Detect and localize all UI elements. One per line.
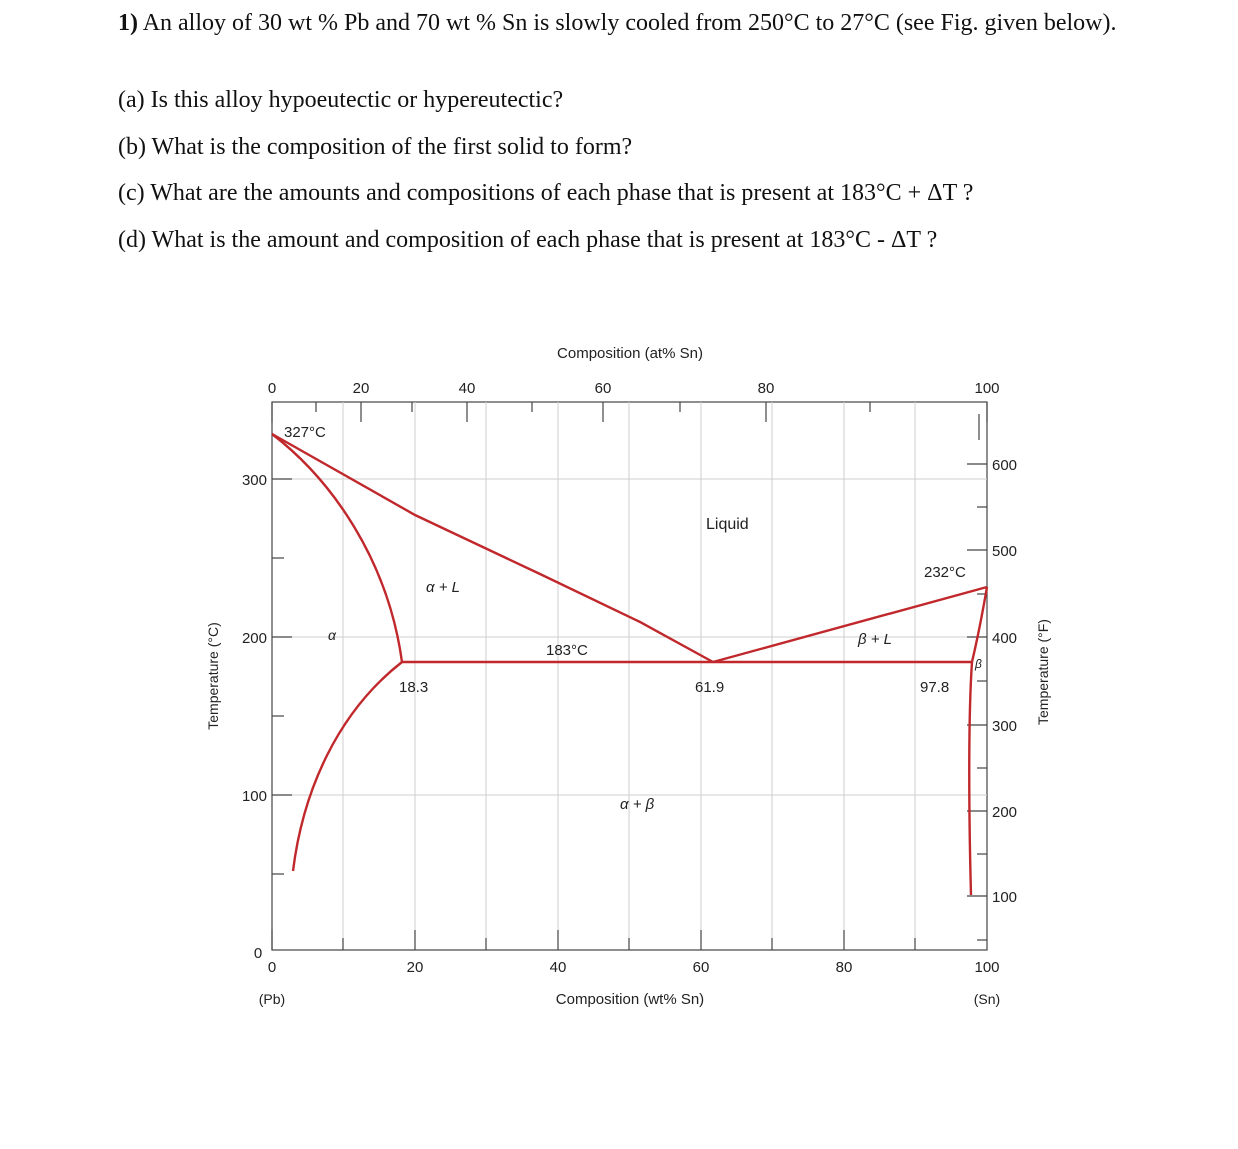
alpha-max-label: 18.3: [399, 679, 429, 696]
left-tick-labels: [242, 472, 267, 805]
bottom-tick-80: 80: [835, 959, 853, 976]
bottom-tick-40: 40: [549, 959, 567, 976]
top-tick-20: 20: [352, 380, 370, 397]
right-tick-100: 100: [992, 889, 1018, 906]
right-tick-400: 400: [992, 630, 1018, 647]
question-part-b: (b) What is the composition of the first solid to form?: [118, 134, 633, 160]
right-tick-200: 200: [992, 804, 1018, 821]
left-ticks: [272, 479, 292, 874]
sn-label: (Sn): [973, 991, 1001, 1007]
right-tick-labels: [992, 457, 1017, 906]
left-tick-300: 300: [241, 472, 267, 489]
pb-melting-label: 327°C: [284, 424, 326, 441]
bottom-tick-labels: [268, 959, 1000, 976]
right-tick-500: 500: [992, 543, 1018, 560]
bottom-tick-100: 100: [974, 959, 1000, 976]
left-tick-200: 200: [241, 630, 267, 647]
top-tick-40: 40: [458, 380, 476, 397]
question-part-c: (c) What are the amounts and compositions of each phase that is present at 183°C + ΔT ?: [118, 180, 974, 206]
top-tick-80: 80: [757, 380, 775, 397]
solidus-left: [272, 434, 402, 662]
right-axis-title: Temperature (°F): [1035, 619, 1051, 725]
top-tick-0: 0: [267, 380, 277, 397]
solvus-left: [293, 662, 402, 871]
bottom-tick-60: 60: [692, 959, 710, 976]
top-tick-60: 60: [594, 380, 612, 397]
bottom-ticks: [272, 930, 915, 950]
alpha-l-label: α + L: [426, 579, 460, 596]
pb-label: (Pb): [258, 991, 286, 1007]
beta-max-label: 97.8: [920, 679, 950, 696]
eutectic-temp-label: 183°C: [546, 642, 588, 659]
liquidus-right: [713, 587, 987, 662]
bottom-tick-0: 0: [267, 959, 277, 976]
question-stem-text: An alloy of 30 wt % Pb and 70 wt % Sn is slowly cooled from 250°C to 27°C (see Fig. given below).: [142, 10, 1117, 36]
top-axis-title: Composition (at% Sn): [557, 345, 703, 362]
bottom-tick-20: 20: [406, 959, 424, 976]
question-part-d: (d) What is the amount and composition of each phase that is present at 183°C - ΔT ?: [118, 227, 938, 253]
question-part-a: (a) Is this alloy hypoeutectic or hypereutectic?: [118, 87, 564, 113]
eutectic-comp-label: 61.9: [695, 679, 725, 696]
alpha-label: α: [328, 627, 336, 643]
left-axis-zero: 0: [253, 945, 263, 962]
beta-label: β: [975, 657, 982, 671]
solvus-right: [969, 662, 972, 895]
vertical-gridlines: [343, 402, 915, 950]
beta-l-label: β + L: [858, 631, 893, 648]
bottom-axis-title: Composition (wt% Sn): [555, 991, 705, 1008]
liquidus-left: [272, 434, 713, 662]
top-tick-labels: [268, 380, 1000, 397]
top-tick-100: 100: [974, 380, 1000, 397]
alpha-beta-label: α + β: [620, 796, 655, 813]
solidus-right: [972, 587, 987, 662]
liquid-label: Liquid: [706, 516, 749, 533]
left-tick-100: 100: [241, 788, 267, 805]
question-number: 1): [118, 10, 138, 36]
right-tick-300: 300: [992, 718, 1018, 735]
right-tick-600: 600: [992, 457, 1018, 474]
left-axis-title: Temperature (°C): [205, 622, 221, 730]
sn-melting-label: 232°C: [924, 564, 966, 581]
